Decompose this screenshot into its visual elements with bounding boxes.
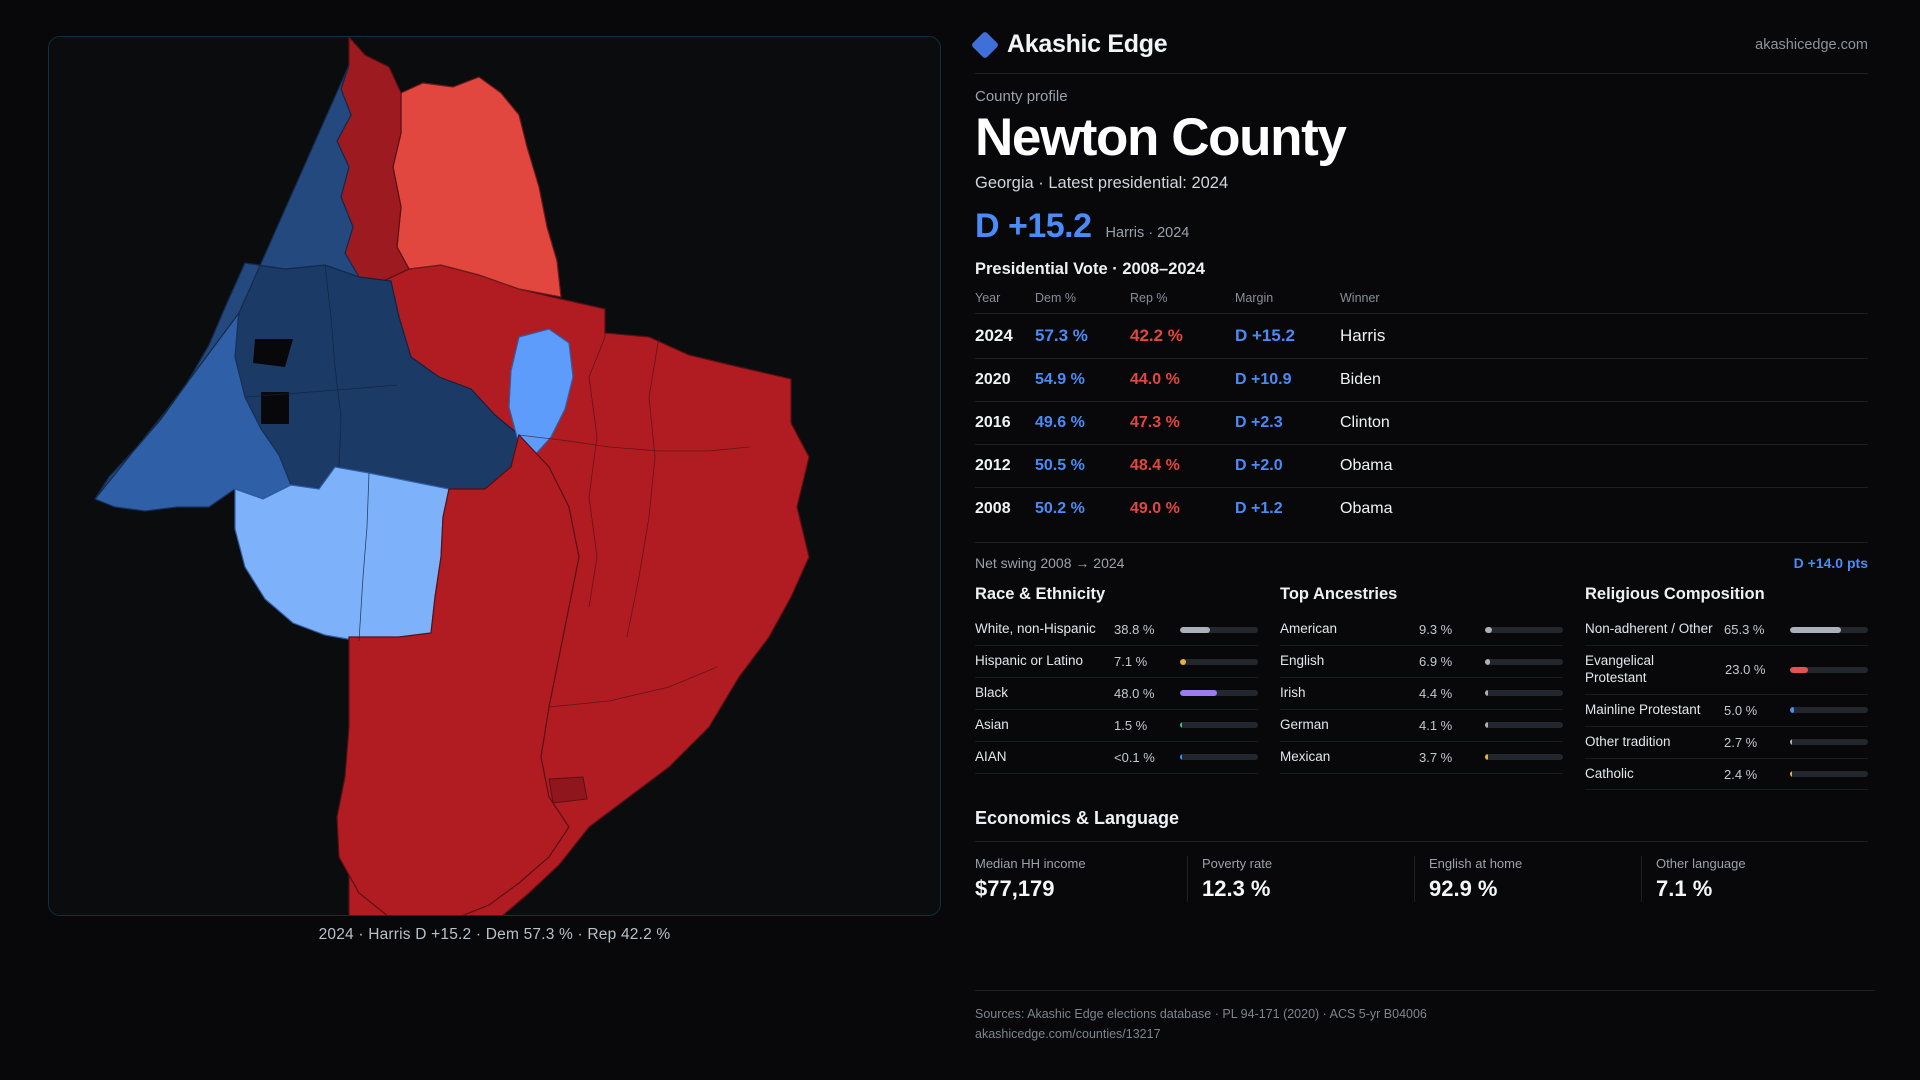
cell-year: 2008 (975, 488, 1035, 531)
stat-other-language (1641, 856, 1868, 902)
list-item (975, 646, 1258, 678)
cell-rep: 42.2 % (1130, 314, 1235, 359)
ancestry-value: 4.4 % (1419, 685, 1453, 701)
ancestry-bar (1485, 659, 1563, 665)
cell-dem: 50.5 % (1035, 445, 1130, 488)
net-swing-label: Net swing 2008 → 2024 (975, 555, 1125, 572)
cell-winner: Obama (1340, 488, 1868, 531)
religion-label: Evangelical Protestant (1585, 653, 1655, 685)
stat-value: 7.1 % (1656, 876, 1713, 902)
race-value: <0.1 % (1114, 749, 1155, 765)
cell-margin: D +15.2 (1235, 314, 1340, 359)
list-item (1280, 710, 1563, 742)
cell-year: 2012 (975, 445, 1035, 488)
ancestry-bar (1485, 627, 1563, 633)
cell-winner: Harris (1340, 314, 1868, 359)
col-winner: Winner (1340, 291, 1380, 306)
race-label: Asian (975, 716, 1009, 732)
religion-label: Mainline Protestant (1585, 701, 1701, 717)
col-margin: Margin (1235, 291, 1274, 306)
list-item (1585, 614, 1868, 646)
religion-value: 2.7 % (1724, 734, 1758, 750)
sources-text: Sources: Akashic Edge elections database · PL 94-171 (2020) · ACS 5-yr B04006 (975, 1007, 1427, 1022)
cell-year: 2024 (975, 314, 1035, 359)
cell-margin: D +2.0 (1235, 445, 1340, 488)
cell-year: 2016 (975, 402, 1035, 445)
religion-column (1585, 585, 1868, 790)
race-bar (1180, 754, 1258, 760)
table-row[interactable] (975, 488, 1868, 531)
ancestry-label: American (1280, 621, 1338, 637)
list-item (1585, 759, 1868, 791)
stat-value: 12.3 % (1202, 876, 1271, 902)
religion-value: 65.3 % (1724, 622, 1765, 638)
race-label: Hispanic or Latino (975, 653, 1084, 669)
ancestry-value: 3.7 % (1419, 749, 1453, 765)
ancestry-value: 4.1 % (1419, 717, 1453, 733)
religion-label: Catholic (1585, 765, 1634, 781)
cell-dem: 49.6 % (1035, 402, 1130, 445)
page-kicker: County profile (975, 88, 1068, 105)
race-bar (1180, 722, 1258, 728)
stat-poverty-rate (1187, 856, 1414, 902)
race-label: Black (975, 684, 1009, 700)
stat-label: Other language (1656, 856, 1746, 872)
list-item (1280, 742, 1563, 774)
race-bar (1180, 690, 1258, 696)
table-row[interactable] (975, 402, 1868, 445)
race-title: Race & Ethnicity (975, 585, 1106, 604)
map-caption: 2024 · Harris D +15.2 · Dem 57.3 % · Rep 42.2 % (318, 926, 671, 943)
brand-bar (975, 30, 1868, 74)
ancestry-label: Mexican (1280, 748, 1331, 764)
ancestry-bar (1485, 690, 1563, 696)
footer-url[interactable]: akashicedge.com/counties/13217 (975, 1026, 1161, 1041)
religion-value: 23.0 % (1725, 662, 1766, 678)
diamond-icon (971, 30, 999, 58)
stat-label: Poverty rate (1202, 856, 1273, 872)
ancestry-label: English (1280, 653, 1325, 669)
cell-rep: 44.0 % (1130, 359, 1235, 402)
economics-title: Economics & Language (975, 808, 1180, 829)
religion-label: Non-adherent / Other (1585, 621, 1713, 637)
stat-label: Median HH income (975, 856, 1086, 872)
list-item (975, 678, 1258, 710)
list-item (1585, 646, 1868, 695)
margin-value: D +15.2 (975, 207, 1092, 246)
ancestry-label: Irish (1280, 684, 1306, 700)
stat-value: $77,179 (975, 876, 1055, 902)
col-rep: Rep % (1130, 291, 1168, 306)
cell-dem: 50.2 % (1035, 488, 1130, 531)
headline-margin (975, 207, 1868, 246)
religion-bar (1790, 739, 1868, 745)
cell-margin: D +1.2 (1235, 488, 1340, 531)
list-item (975, 614, 1258, 646)
race-label: White, non-Hispanic (975, 621, 1096, 637)
race-ethnicity-column (975, 585, 1258, 790)
race-bar (1180, 659, 1258, 665)
precinct-south-notch[interactable] (549, 777, 587, 803)
table-row[interactable] (975, 359, 1868, 402)
race-value: 38.8 % (1114, 622, 1155, 638)
race-value: 48.0 % (1114, 685, 1155, 701)
ancestries-title: Top Ancestries (1280, 585, 1398, 604)
votes-section-title: Presidential Vote · 2008–2024 (975, 260, 1205, 279)
col-dem: Dem % (1035, 291, 1076, 306)
brand-left (975, 30, 1167, 59)
cell-rep: 49.0 % (1130, 488, 1235, 531)
brand-site: akashicedge.com (1755, 36, 1868, 53)
table-header-row (975, 291, 1868, 314)
map-hole-1 (261, 392, 289, 424)
religion-value: 2.4 % (1724, 766, 1758, 782)
table-row[interactable] (975, 314, 1868, 359)
list-item (975, 742, 1258, 774)
cell-dem: 54.9 % (1035, 359, 1130, 402)
cell-margin: D +2.3 (1235, 402, 1340, 445)
list-item (1585, 695, 1868, 727)
col-year: Year (975, 291, 1001, 306)
religion-label: Other tradition (1585, 733, 1671, 749)
religion-value: 5.0 % (1724, 702, 1758, 718)
cell-margin: D +10.9 (1235, 359, 1340, 402)
economics-grid (975, 841, 1868, 902)
list-item (1280, 646, 1563, 678)
stat-value: 92.9 % (1429, 876, 1498, 902)
race-value: 7.1 % (1114, 654, 1148, 670)
county-map[interactable] (48, 36, 941, 916)
ancestry-value: 9.3 % (1419, 622, 1453, 638)
demographics-grid (975, 585, 1868, 790)
info-panel (965, 0, 1920, 1080)
stat-median-hh-income (975, 856, 1187, 902)
religion-title: Religious Composition (1585, 585, 1765, 604)
religion-bar (1790, 707, 1868, 713)
cell-year: 2020 (975, 359, 1035, 402)
cell-winner: Clinton (1340, 402, 1868, 445)
presidential-vote-table (975, 291, 1868, 530)
religion-bar (1790, 667, 1868, 673)
stat-label: English at home (1429, 856, 1523, 872)
ancestry-bar (1485, 754, 1563, 760)
cell-dem: 57.3 % (1035, 314, 1130, 359)
table-row[interactable] (975, 445, 1868, 488)
cell-rep: 48.4 % (1130, 445, 1235, 488)
ancestries-column (1280, 585, 1563, 790)
page-title: Newton County (975, 108, 1346, 167)
brand-name: Akashic Edge (1007, 30, 1168, 58)
net-swing-value: D +14.0 pts (1793, 555, 1868, 572)
religion-bar (1790, 627, 1868, 633)
race-value: 1.5 % (1114, 717, 1148, 733)
list-item (1280, 614, 1563, 646)
map-svg (49, 37, 941, 916)
cell-winner: Obama (1340, 445, 1868, 488)
net-swing-row (975, 542, 1868, 571)
cell-winner: Biden (1340, 359, 1868, 402)
page-subtitle: Georgia · Latest presidential: 2024 (975, 174, 1229, 193)
footer-sources (975, 990, 1875, 1044)
list-item (975, 710, 1258, 742)
ancestry-value: 6.9 % (1419, 654, 1453, 670)
list-item (1280, 678, 1563, 710)
ancestry-bar (1485, 722, 1563, 728)
list-item (1585, 727, 1868, 759)
religion-bar (1790, 771, 1868, 777)
margin-note: Harris · 2024 (1105, 225, 1190, 242)
ancestry-label: German (1280, 716, 1329, 732)
cell-rep: 47.3 % (1130, 402, 1235, 445)
race-label: AIAN (975, 748, 1007, 764)
stat-english-at-home (1414, 856, 1641, 902)
race-bar (1180, 627, 1258, 633)
